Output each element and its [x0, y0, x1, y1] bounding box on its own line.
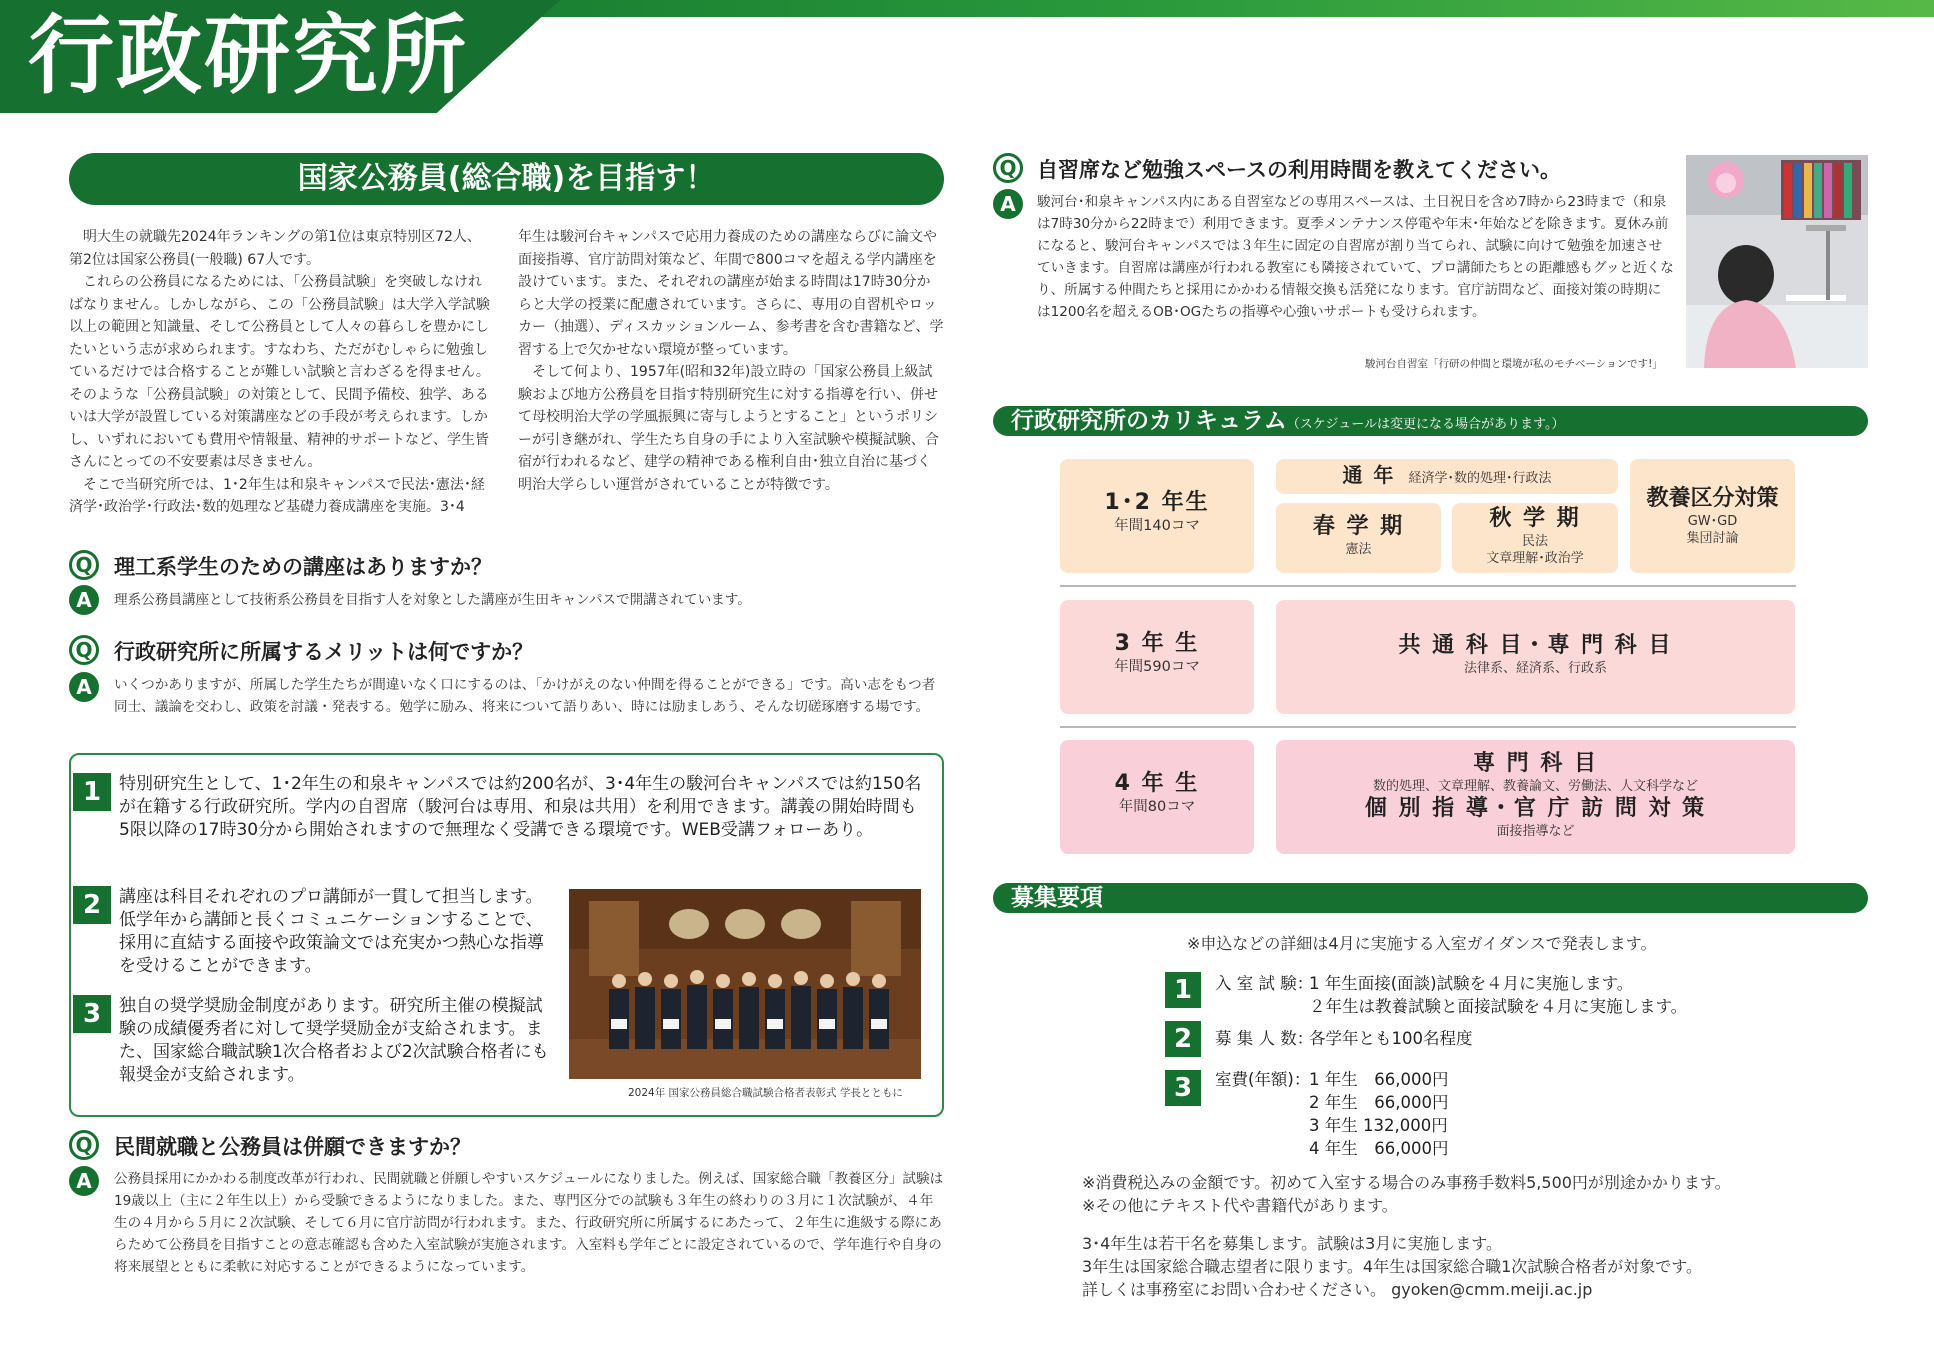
question-merit: 行政研究所に所属するメリットは何ですか？ — [114, 640, 534, 664]
intro-paragraph: 明大生の就職先2024年ランキングの第1位は東京特別区72人、第2位は国家公務員(一般職) 67人です。 — [69, 229, 481, 268]
q-badge: Q — [69, 550, 99, 580]
curriculum-note: （スケジュールは変更になる場合があります。） — [1286, 417, 1565, 432]
merit-number: 3 — [73, 995, 111, 1033]
tsunen-label: 通 年 — [1342, 463, 1396, 487]
a-badge: A — [993, 189, 1023, 219]
contact-note: 詳しくは事務室にお問い合わせください。 gyoken@cmm.meiji.ac.jp — [1082, 1280, 1593, 1299]
question-science: 理工系学生のための講座はありますか？ — [114, 555, 492, 579]
curriculum-band — [993, 406, 1868, 436]
recruit-value: 2 年生 66,000円 — [1309, 1093, 1449, 1112]
a-badge: A — [69, 672, 99, 702]
intro-column-1 — [69, 226, 494, 519]
recruit-value: 1 年生面接(面談)試験を４月に実施します。 — [1309, 974, 1634, 993]
question-study-space: 自習席など勉強スペースの利用時間を教えてください。 — [1037, 158, 1561, 182]
intro-paragraph: 年生は駿河台キャンパスで応用力養成のための講座ならびに論文や面接指導、官庁訪問対策など、年間で800コマを超える学内講座を設けています。また、それぞれの講座が始まる時間は17時30分からと大学の授業に配慮されています。さらに、専用の自習机やロッカー（抽選）、ディスカッションルーム、参考書を含む書籍など、学習する上で欠かせない環境が整っています。 — [518, 229, 944, 358]
upper-year-note: 3年生は国家総合職志望者に限ります。4年生は国家総合職1次試験合格者が対象です。 — [1082, 1257, 1702, 1276]
a-badge: A — [69, 1166, 99, 1196]
autumn-subjects: 文章理解･政治学 — [1486, 551, 1584, 566]
senmon-label: 専 門 科 目 — [1473, 751, 1598, 776]
merit-number: 1 — [73, 773, 111, 811]
recruit-value: 3 年生 132,000円 — [1309, 1116, 1448, 1135]
recruit-label: 募 集 人 数： — [1215, 1029, 1314, 1048]
study-room-caption: 駿河台自習室「行研の仲間と環境が私のモチベーションです!」 — [1365, 358, 1663, 370]
recruit-number: 1 — [1165, 972, 1201, 1008]
answer-merit: いくつかありますが、所属した学生たちが間違いなく口にするのは、「かけがえのない仲間を得ることができる」です。高い志をもつ者同士、議論を交わし、政策を討議・発表する。勉学に励み、将来について語りあい、時には励ましあう、そんな切磋琢磨する場です。 — [114, 677, 936, 715]
recruit-label: 室費(年額)： — [1215, 1070, 1311, 1089]
a-badge: A — [69, 585, 99, 615]
common-subjects: 法律系、経済系、行政系 — [1463, 661, 1607, 676]
recruit-title: 募集要項 — [1011, 885, 1103, 911]
tsunen-subjects: 経済学･数的処理･行政法 — [1408, 471, 1552, 486]
intro-paragraph: そこで当研究所では、1･2年生は和泉キャンパスで民法･憲法･経済学･政治学･行政法･数的処理など基礎力養成講座を実施。3･4 — [69, 476, 485, 515]
recruit-value: ２年生は教養試験と面接試験を４月に実施します。 — [1309, 997, 1688, 1016]
study-room-photo — [1686, 155, 1868, 368]
kyoyo-sub: GW･GD — [1687, 514, 1738, 529]
common-label: 共 通 科 目・専 門 科 目 — [1398, 633, 1673, 658]
recruit-value: 各学年とも100名程度 — [1309, 1029, 1473, 1048]
kobetsu-subjects: 面接指導など — [1496, 824, 1575, 839]
year-1-2-hours: 年間140コマ — [1114, 518, 1200, 534]
senmon-box — [1276, 740, 1795, 854]
senmon-subjects: 数的処理、文章理解、教養論文、労働法、人文科学など — [1372, 779, 1698, 794]
autumn-label: 秋 学 期 — [1489, 506, 1581, 531]
common-subjects-box — [1276, 600, 1795, 714]
year-1-2-label: 1･2 年生 — [1104, 490, 1210, 515]
kyoyo-box — [1630, 459, 1795, 573]
autumn-box — [1452, 503, 1618, 573]
kyoyo-label: 教養区分対策 — [1646, 486, 1779, 511]
recruit-number: 3 — [1165, 1070, 1201, 1106]
year-4-label: 4 年 生 — [1114, 771, 1200, 796]
spring-subjects: 憲法 — [1345, 542, 1372, 557]
merit-text: 特別研究生として、1･2年生の和泉キャンパスでは約200名が、3･4年生の駿河台キャンパスでは約150名が在籍する行政研究所。学内の自習席（駿河台は専用、和泉は共用）を利用できます。講義の開始時間も5限以降の17時30分から開始されますので無理なく受講できる環境です。WEB受講フォローあり。 — [119, 774, 922, 840]
year-4-hours: 年間80コマ — [1118, 799, 1196, 815]
kyoyo-sub: 集団討論 — [1686, 531, 1739, 546]
year-3-box — [1060, 600, 1254, 714]
q-badge: Q — [993, 153, 1023, 183]
autumn-subjects: 民法 — [1521, 534, 1548, 549]
question-heigan: 民間就職と公務員は併願できますか？ — [114, 1135, 471, 1159]
section-title-kokka: 国家公務員(総合職)を目指す！ — [69, 153, 944, 205]
spring-box — [1276, 503, 1441, 573]
ceremony-caption: 2024年 国家公務員総合職試験合格者表彰式 学長とともに — [628, 1087, 903, 1099]
q-badge: Q — [69, 1130, 99, 1160]
kobetsu-label: 個 別 指 導・官 庁 訪 問 対 策 — [1364, 796, 1707, 821]
ceremony-photo — [569, 889, 921, 1079]
recruit-number: 2 — [1165, 1021, 1201, 1057]
recruit-notice: ※申込などの詳細は4月に実施する入室ガイダンスで発表します。 — [1187, 934, 1657, 953]
intro-paragraph: これらの公務員になるためには、「公務員試験」を突破しなければなりません。しかしながら、この「公務員試験」は大学入学試験以上の範囲と知識量、そして公務員として人々の暮らしを豊かにしたいという志が求められます。すなわち、ただがむしゃらに勉強しているだけでは合格することが難しい試験と言わざるを得ません。そのような「公務員試験」の対策として、民間予備校、独学、あるいは大学が設置している対策講座などの手段が考えられます。しかし、いずれにおいても費用や情報量、精神的サポートなど、学生皆さんにとっての不安要素は尽きません。 — [69, 274, 490, 470]
recruit-value: 4 年生 66,000円 — [1309, 1139, 1449, 1158]
intro-paragraph: そして何より、1957年(昭和32年)設立時の「国家公務員上級試験および地方公務員を目指す特別研究生に対する指導を行い、併せて母校明治大学の学風振興に寄与しようとすること」というポリシーが引き継がれ、学生たち自身の手により入室試験や模擬試験、合宿が行われるなど、建学の精神である権利自由･独立自治に基づく明治大学らしい運営がされていることが特徴です。 — [518, 364, 939, 493]
divider — [1060, 585, 1796, 587]
recruit-label: 入 室 試 験： — [1215, 974, 1314, 993]
spring-label: 春 学 期 — [1312, 514, 1405, 539]
year-3-label: 3 年 生 — [1114, 631, 1200, 656]
year-1-2-box — [1060, 459, 1254, 573]
fee-note: ※その他にテキスト代や書籍代があります。 — [1082, 1196, 1398, 1215]
recruit-band — [993, 883, 1868, 913]
year-4-box — [1060, 740, 1254, 854]
answer-heigan: 公務員採用にかかわる制度改革が行われ、民間就職と併願しやすいスケジュールになりました。例えば、国家総合職「教養区分」試験は19歳以上（主に２年生以上）から受験できるようになりました。また、専門区分での試験も３年生の終わりの３月に１次試験が、４年生の４月から５月に２次試験、そして６月に官庁訪問が行われます。また、行政研究所に所属するにあたって、２年生に進級する際にあらためて公務員を目指すことの意志確認も含めた入室試験が実施されます。入室料も学年ごとに設定されているので、学年進行や自身の将来展望とともに柔軟に対応することができるようになっています。 — [114, 1171, 944, 1275]
intro-column-2 — [518, 226, 944, 496]
upper-year-note: 3･4年生は若干名を募集します。試験は3月に実施します。 — [1082, 1234, 1502, 1253]
page-title: 行政研究所 — [28, 6, 468, 106]
merit-number: 2 — [73, 886, 111, 924]
curriculum-title: 行政研究所のカリキュラム — [1011, 408, 1287, 434]
fee-note: ※消費税込みの金額です。初めて入室する場合のみ事務手数料5,500円が別途かかります。 — [1082, 1173, 1731, 1192]
q-badge: Q — [69, 635, 99, 665]
divider — [1060, 726, 1796, 728]
merit-text: 講座は科目それぞれのプロ講師が一貫して担当します。低学年から講師と長くコミュニケーションすることで、採用に直結する面接や政策論文では充実かつ熱心な指導を受けることができます。 — [119, 887, 544, 976]
answer-study-space: 駿河台･和泉キャンパス内にある自習室などの専用スペースは、土日祝日を含め7時から23時まで（和泉は7時30分から22時まで）利用できます。夏季メンテナンス停電や年末･年始などを除きます。夏休み前になると、駿河台キャンパスでは３年生に固定の自習席が割り当てられ、試験に向けて勉強を加速させていきます。自習席は講座が行われる教室にも隣接されていて、プロ講師たちとの距離感もグッと近くなり、所属する仲間たちと採用にかかわる情報交換も活発になります。官庁訪問など、面接対策の時期には1200名を超えるOB･OGたちの指導や心強いサポートも受けられます。 — [1037, 194, 1674, 320]
answer-science: 理系公務員講座として技術系公務員を目指す人を対象とした講座が生田キャンパスで開講されています。 — [114, 592, 751, 608]
year-3-hours: 年間590コマ — [1114, 659, 1200, 675]
merit-text: 独自の奨学奨励金制度があります。研究所主催の模擬試験の成績優秀者に対して奨学奨励金が支給されます。また、国家総合職試験1次合格者および2次試験合格者にも報奨金が支給されます。 — [119, 996, 549, 1085]
recruit-value: 1 年生 66,000円 — [1309, 1070, 1449, 1089]
tsunen-box — [1276, 459, 1618, 494]
